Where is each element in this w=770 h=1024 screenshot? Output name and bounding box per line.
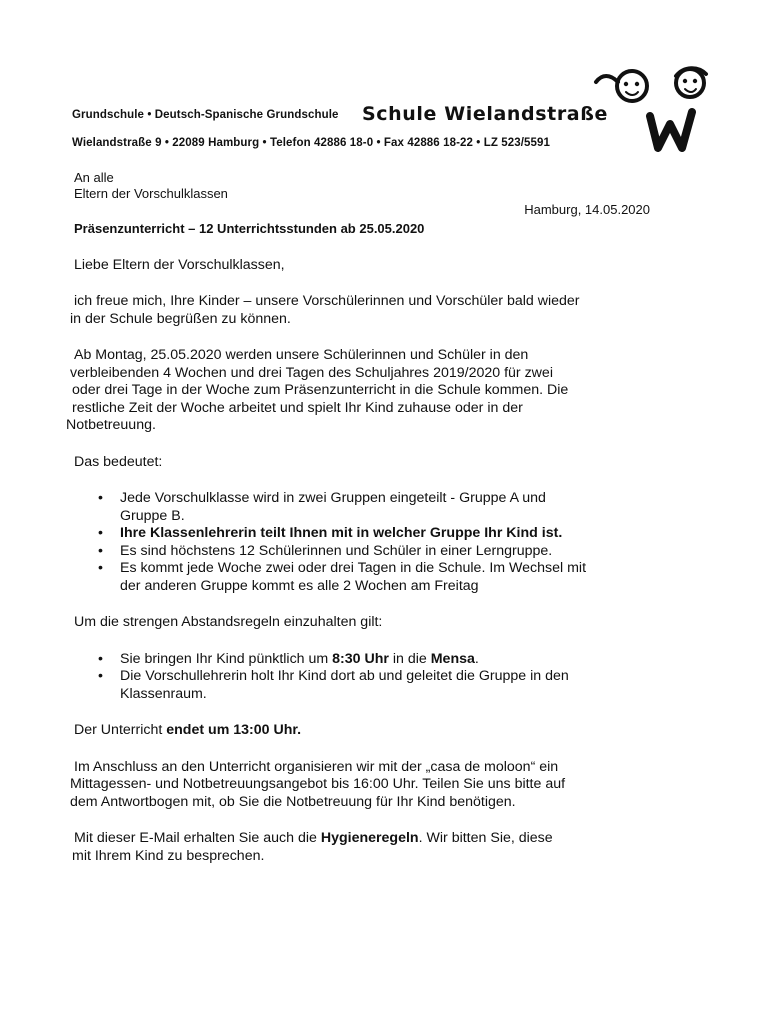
- paragraph-text: Mit dieser E-Mail erhalten Sie auch die: [74, 830, 321, 846]
- letterhead: [72, 103, 632, 149]
- place-date: Hamburg, 14.05.2020: [524, 202, 650, 217]
- school-types: Grundschule • Deutsch-Spanische Grundschule: [72, 109, 339, 121]
- school-name: Schule Wielandstraße: [362, 103, 608, 125]
- paragraph-line: Notbetreuung.: [66, 417, 156, 433]
- arrival-time: 8:30 Uhr: [332, 650, 389, 667]
- list-item: [66, 668, 686, 703]
- bullet-list-rules: [66, 490, 686, 595]
- paragraph-line: dem Antwortbogen mit, ob Sie die Notbetreuung für Ihr Kind benötigen.: [70, 793, 516, 810]
- letter-body: [66, 170, 686, 865]
- paragraph-line: verbleibenden 4 Wochen und drei Tagen des Schuljahres 2019/2020 für zwei: [70, 364, 553, 381]
- paragraph-4: [66, 830, 686, 865]
- list-item-text: .: [474, 650, 479, 667]
- letterhead-top-row: [72, 103, 632, 129]
- hygiene-rules: Hygieneregeln: [320, 830, 419, 846]
- distance-intro: Um die strengen Abstandsregeln einzuhalten gilt:: [74, 614, 383, 630]
- letter-subject: Präsenzunterricht – 12 Unterrichtsstunden ab 25.05.2020: [74, 221, 425, 236]
- paragraph-line: in der Schule begrüßen zu können.: [70, 310, 291, 327]
- list-item-text: Sie bringen Ihr Kind pünktlich um: [120, 650, 333, 667]
- list-item-text: Es sind höchstens 12 Schülerinnen und Schüler in einer Lerngruppe.: [120, 542, 553, 559]
- end-time-text: Der Unterricht: [74, 722, 167, 738]
- recipient-line-2: Eltern der Vorschulklassen: [74, 186, 228, 201]
- paragraph-2: [66, 347, 686, 435]
- list-item: [66, 525, 686, 543]
- paragraph-line: mit Ihrem Kind zu besprechen.: [72, 847, 265, 864]
- list-item-text: in die: [388, 650, 431, 667]
- list-item-text: Jede Vorschulklasse wird in zwei Gruppen eingeteilt - Gruppe A und: [120, 490, 546, 506]
- list-item-text: Ihre Klassenlehrerin teilt Ihnen mit in welcher Gruppe Ihr Kind ist.: [120, 525, 563, 541]
- two-faces-w-logo-icon: [588, 62, 720, 157]
- paragraph-line: ich freue mich, Ihre Kinder – unsere Vorschülerinnen und Vorschüler bald wieder: [74, 293, 580, 309]
- paragraph-1: [66, 293, 686, 328]
- paragraph-line: [66, 830, 686, 848]
- paragraph-line: Mittagessen- und Notbetreuungsangebot bis 16:00 Uhr. Teilen Sie uns bitte auf: [70, 776, 566, 792]
- list-item-text: Gruppe B.: [120, 507, 185, 524]
- recipient-line-1: An alle: [74, 170, 114, 185]
- paragraph-3: [66, 759, 686, 812]
- list-item: [66, 651, 686, 669]
- list-item: [66, 560, 686, 595]
- list-item: [66, 490, 686, 525]
- paragraph-line: Ab Montag, 25.05.2020 werden unsere Schülerinnen und Schüler in den: [74, 347, 529, 363]
- meaning-intro: Das bedeutet:: [74, 453, 163, 470]
- list-item-text: der anderen Gruppe kommt es alle 2 Wochen am Freitag: [120, 577, 479, 594]
- salutation: Liebe Eltern der Vorschulklassen,: [74, 256, 285, 273]
- paragraph-text: . Wir bitten Sie, diese: [418, 830, 553, 846]
- list-item-text: Klassenraum.: [120, 685, 207, 702]
- end-time-value: endet um 13:00 Uhr.: [166, 722, 302, 738]
- paragraph-line: oder drei Tage in der Woche zum Präsenzunterricht in die Schule kommen. Die: [72, 382, 569, 398]
- list-item: [66, 543, 686, 561]
- list-item-text: Die Vorschullehrerin holt Ihr Kind dort ab und geleitet die Gruppe in den: [120, 668, 569, 684]
- school-address: Wielandstraße 9 • 22089 Hamburg • Telefon 42886 18-0 • Fax 42886 18-22 • LZ 523/5591: [72, 137, 551, 149]
- paragraph-line: Im Anschluss an den Unterricht organisieren wir mit der „casa de moloon“ ein: [74, 758, 559, 775]
- paragraph-line: restliche Zeit der Woche arbeitet und spielt Ihr Kind zuhause oder in der: [72, 399, 523, 416]
- end-time-line: [66, 722, 686, 740]
- bullet-list-distance: [66, 651, 686, 704]
- meeting-place: Mensa: [430, 650, 475, 667]
- list-item-text: Es kommt jede Woche zwei oder drei Tagen in die Schule. Im Wechsel mit: [120, 560, 587, 576]
